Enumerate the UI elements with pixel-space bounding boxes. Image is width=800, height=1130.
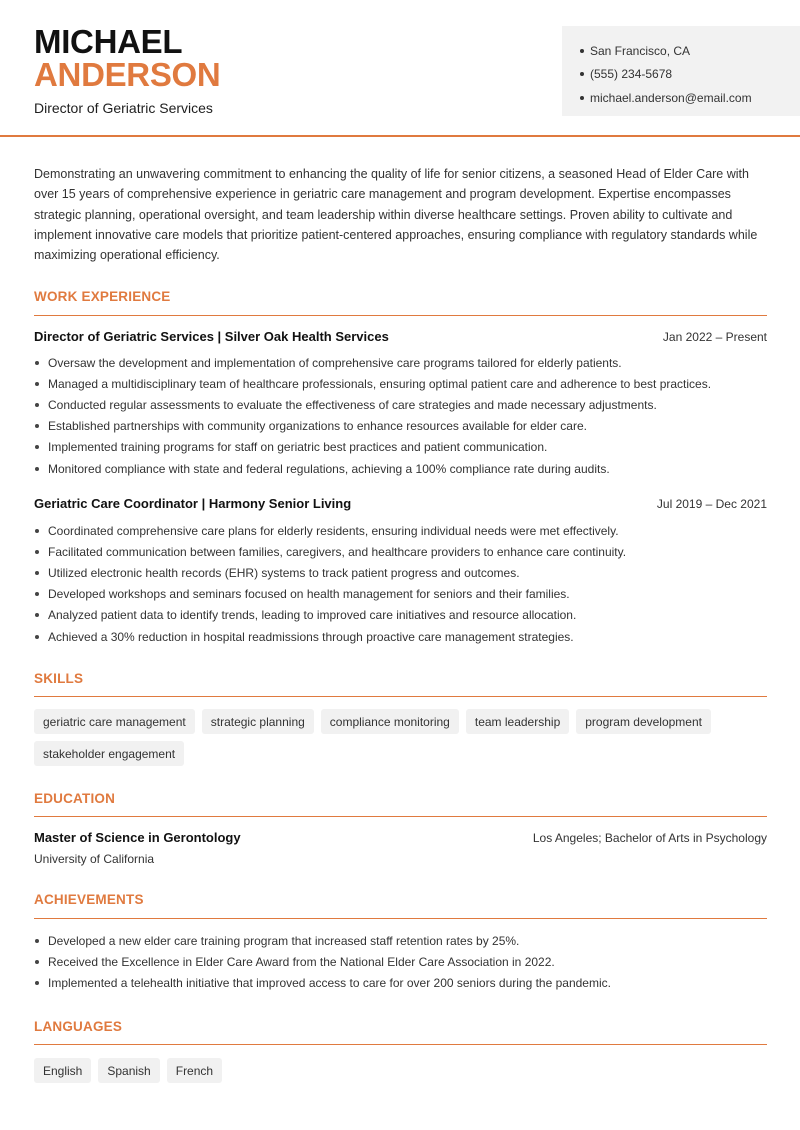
contact-email[interactable]: michael.anderson@email.com <box>580 86 800 110</box>
list-item: Managed a multidisciplinary team of healthcare professionals, ensuring optimal patient care and adherence to best practices. <box>34 373 774 394</box>
contact-box <box>562 26 800 116</box>
job-header <box>34 496 767 511</box>
section-title-education: EDUCATION <box>34 791 116 806</box>
bullet-icon <box>35 467 39 471</box>
job-dates: Jan 2022 – Present <box>662 329 767 344</box>
section-divider <box>34 918 767 919</box>
section-divider <box>34 696 767 697</box>
resume-header <box>0 0 800 137</box>
job-role: Director of Geriatric Services | Silver Oak Health Services <box>34 329 389 344</box>
section-divider <box>34 315 767 316</box>
education-location: Los Angeles; Bachelor of Arts in Psychology <box>532 830 767 845</box>
section-title-languages: LANGUAGES <box>34 1019 123 1034</box>
bullet-icon <box>35 939 39 943</box>
list-item: Analyzed patient data to identify trends, leading to improved care initiatives and resource allocation. <box>34 605 774 626</box>
language-tag: Spanish <box>98 1058 159 1083</box>
bullet-icon <box>35 445 39 449</box>
job-bullets <box>34 520 774 647</box>
bullet-icon <box>35 960 39 964</box>
list-item: Oversaw the development and implementation of comprehensive care programs tailored for elderly patients. <box>34 352 774 373</box>
list-item: Established partnerships with community organizations to enhance resources available for elder care. <box>34 416 774 437</box>
bullet-icon <box>35 424 39 428</box>
job-bullets <box>34 352 774 479</box>
job-role: Geriatric Care Coordinator | Harmony Senior Living <box>34 496 352 511</box>
list-item: Conducted regular assessments to evaluate the effectiveness of care strategies and made necessary adjustments. <box>34 394 774 415</box>
skill-tag: program development <box>576 709 711 734</box>
contact-location: San Francisco, CA <box>580 39 800 63</box>
summary-paragraph: Demonstrating an unwavering commitment to enhancing the quality of life for senior citizens, a seasoned Head of Elder Care with over 15 years of comprehensive experience in geriatric care management and program development. Expertise encompasses strategic planning, operational oversight, and team leadership within diverse healthcare settings. Proven ability to cultivate and implement innovative care models that prioritize patient-centered approaches, ensuring compliance with regulatory standards while maximizing operational efficiency. <box>34 167 758 263</box>
skills-list <box>34 709 774 766</box>
achievements-list <box>34 930 774 994</box>
list-item: Facilitated communication between families, caregivers, and healthcare providers to enhance care continuity. <box>34 541 774 562</box>
section-divider <box>34 1044 767 1045</box>
list-item: Developed workshops and seminars focused on health management for seniors and their families. <box>34 584 774 605</box>
contact-phone: (555) 234-5678 <box>580 63 800 87</box>
bullet-icon <box>35 550 39 554</box>
section-title-achievements: ACHIEVEMENTS <box>34 892 144 907</box>
list-item: Achieved a 30% reduction in hospital readmissions through proactive care management strategies. <box>34 626 774 647</box>
bullet-icon <box>35 529 39 533</box>
bullet-icon <box>35 361 39 365</box>
bullet-icon <box>35 382 39 386</box>
bullet-icon <box>35 613 39 617</box>
education-school: University of California <box>34 852 155 866</box>
list-item: Received the Excellence in Elder Care Award from the National Elder Care Association in 2022. <box>34 951 774 972</box>
bullet-icon <box>580 49 584 53</box>
list-item: Developed a new elder care training program that increased staff retention rates by 25%. <box>34 930 774 951</box>
skill-tag: compliance monitoring <box>321 709 459 734</box>
bullet-icon <box>580 72 584 76</box>
bullet-icon <box>35 571 39 575</box>
skill-tag: team leadership <box>466 709 569 734</box>
job-title: Director of Geriatric Services <box>34 100 213 116</box>
languages-list <box>34 1058 774 1083</box>
language-tag: French <box>167 1058 222 1083</box>
job-dates: Jul 2019 – Dec 2021 <box>656 496 767 511</box>
skill-tag: strategic planning <box>202 709 314 734</box>
bullet-icon <box>35 403 39 407</box>
section-title-work: WORK EXPERIENCE <box>34 289 171 304</box>
section-title-skills: SKILLS <box>34 671 84 686</box>
education-degree: Master of Science in Gerontology <box>34 830 241 845</box>
skill-tag: geriatric care management <box>34 709 195 734</box>
education-header <box>34 830 767 845</box>
last-name: ANDERSON <box>34 56 221 93</box>
section-divider <box>34 816 767 817</box>
bullet-icon <box>580 96 584 100</box>
list-item: Utilized electronic health records (EHR) systems to track patient progress and outcomes. <box>34 562 774 583</box>
list-item: Monitored compliance with state and federal regulations, achieving a 100% compliance rate during audits. <box>34 458 774 479</box>
bullet-icon <box>35 592 39 596</box>
bullet-icon <box>35 635 39 639</box>
language-tag: English <box>34 1058 91 1083</box>
skill-tag: stakeholder engagement <box>34 741 184 766</box>
list-item: Implemented a telehealth initiative that improved access to care for over 200 seniors during the pandemic. <box>34 972 774 993</box>
first-name: MICHAEL <box>34 23 183 60</box>
list-item: Implemented training programs for staff on geriatric best practices and patient communication. <box>34 437 774 458</box>
job-header <box>34 329 767 344</box>
list-item: Coordinated comprehensive care plans for elderly residents, ensuring individual needs were met effectively. <box>34 520 774 541</box>
bullet-icon <box>35 981 39 985</box>
